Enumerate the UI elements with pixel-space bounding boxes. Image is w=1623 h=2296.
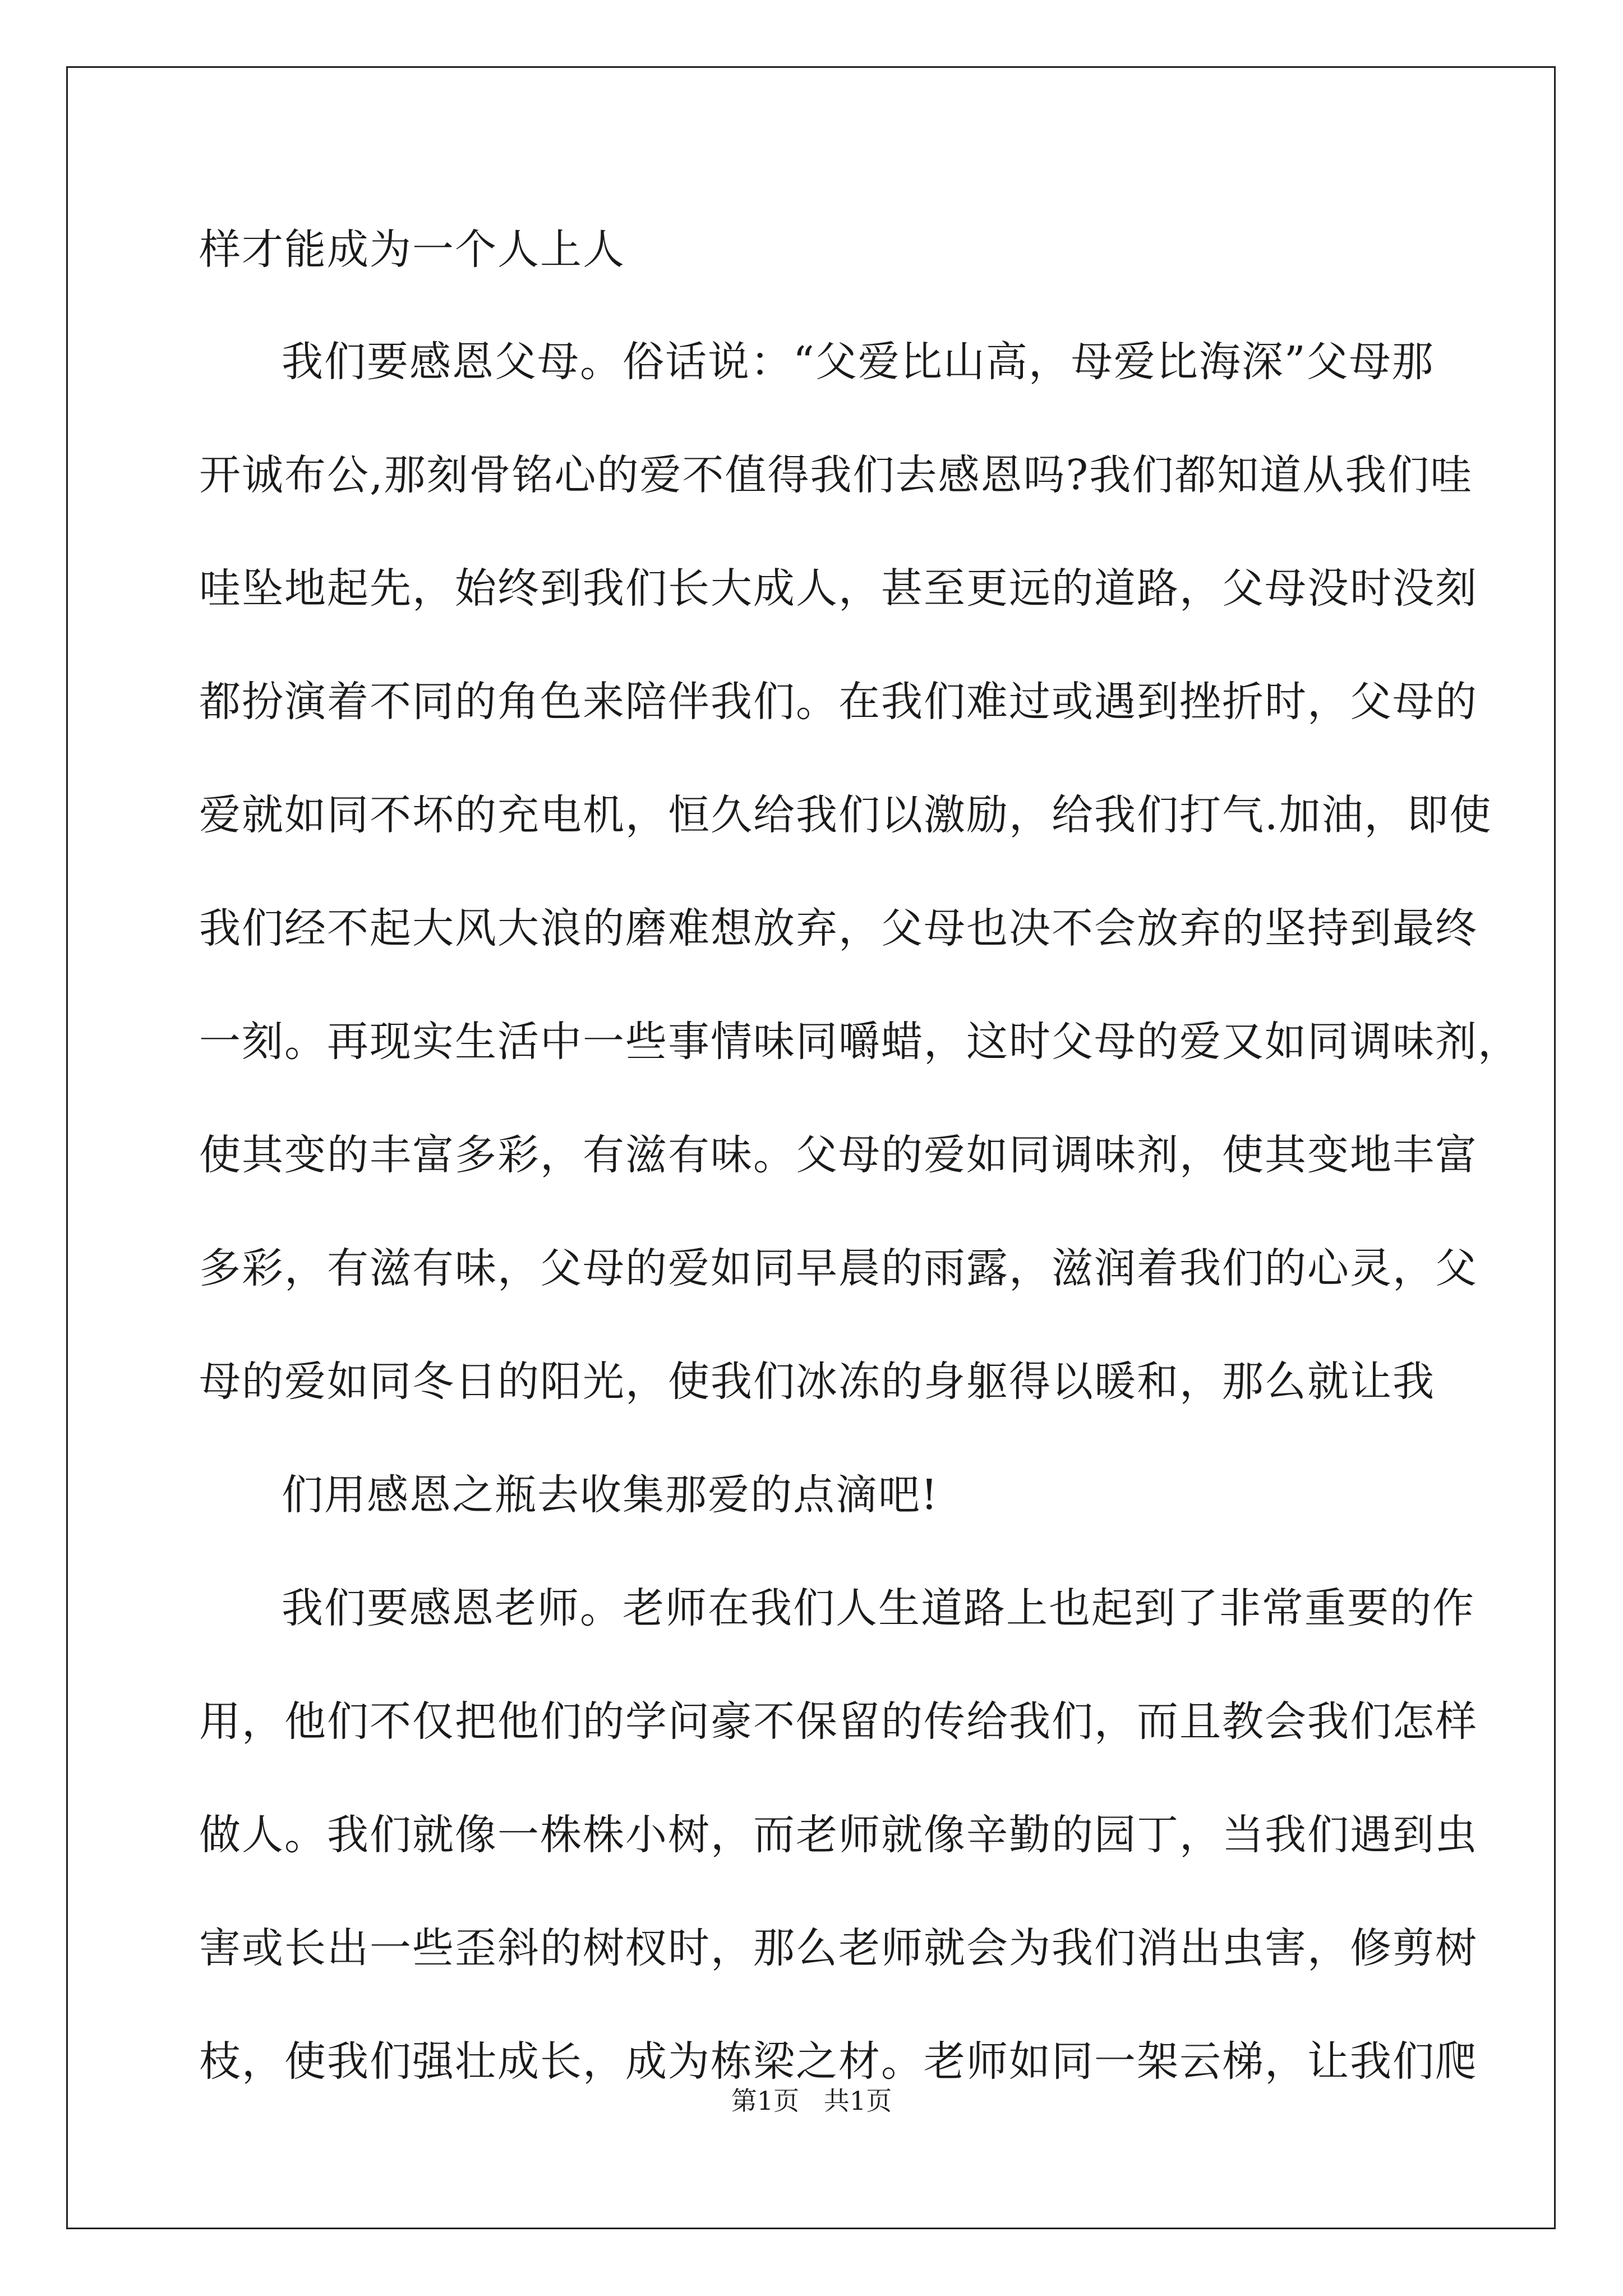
body-line-12: 们用感恩之瓶去收集那爱的点滴吧! xyxy=(282,1471,939,1519)
body-line-7: 我们经不起大风大浪的磨难想放弃，父母也决不会放弃的坚持到最终 xyxy=(199,904,1478,953)
page-footer: 第1页 共1页 xyxy=(731,2086,892,2116)
body-line-14: 用，他们不仅把他们的学问豪不保留的传给我们，而且教会我们怎样 xyxy=(199,1697,1478,1746)
body-line-17: 枝，使我们强壮成长，成为栋梁之材。老师如同一架云梯，让我们爬 xyxy=(199,2037,1478,2086)
body-line-3: 开诚布公,那刻骨铭心的爱不值得我们去感恩吗?我们都知道从我们哇 xyxy=(199,451,1473,499)
body-line-13: 我们要感恩老师。老师在我们人生道路上也起到了非常重要的作 xyxy=(282,1584,1475,1632)
body-line-4: 哇坠地起先，始终到我们长大成人，甚至更远的道路，父母没时没刻 xyxy=(199,564,1478,613)
body-line-11: 母的爱如同冬日的阳光，使我们冰冻的身躯得以暖和，那么就让我 xyxy=(199,1358,1435,1406)
body-line-16: 害或长出一些歪斜的树杈时，那么老师就会为我们消出虫害，修剪树 xyxy=(199,1924,1478,1972)
body-line-8: 一刻。再现实生活中一些事情味同嚼蜡，这时父母的爱又如同调味剂， xyxy=(199,1018,1520,1066)
body-line-10: 多彩，有滋有味，父母的爱如同早晨的雨露，滋润着我们的心灵，父 xyxy=(199,1244,1478,1292)
body-line-5: 都扮演着不同的角色来陪伴我们。在我们难过或遇到挫折时，父母的 xyxy=(199,678,1478,726)
body-line-9: 使其变的丰富多彩，有滋有味。父母的爱如同调味剂，使其变地丰富 xyxy=(199,1131,1478,1179)
body-line-15: 做人。我们就像一株株小树，而老师就像辛勤的园丁，当我们遇到虫 xyxy=(199,1811,1478,1859)
body-line-6: 爱就如同不坏的充电机，恒久给我们以激励，给我们打气.加油，即使 xyxy=(199,791,1492,839)
body-line-1: 样才能成为一个人上人 xyxy=(199,226,625,274)
body-line-2: 我们要感恩父母。俗话说：“父爱比山高，母爱比海深”父母那 xyxy=(282,338,1435,386)
